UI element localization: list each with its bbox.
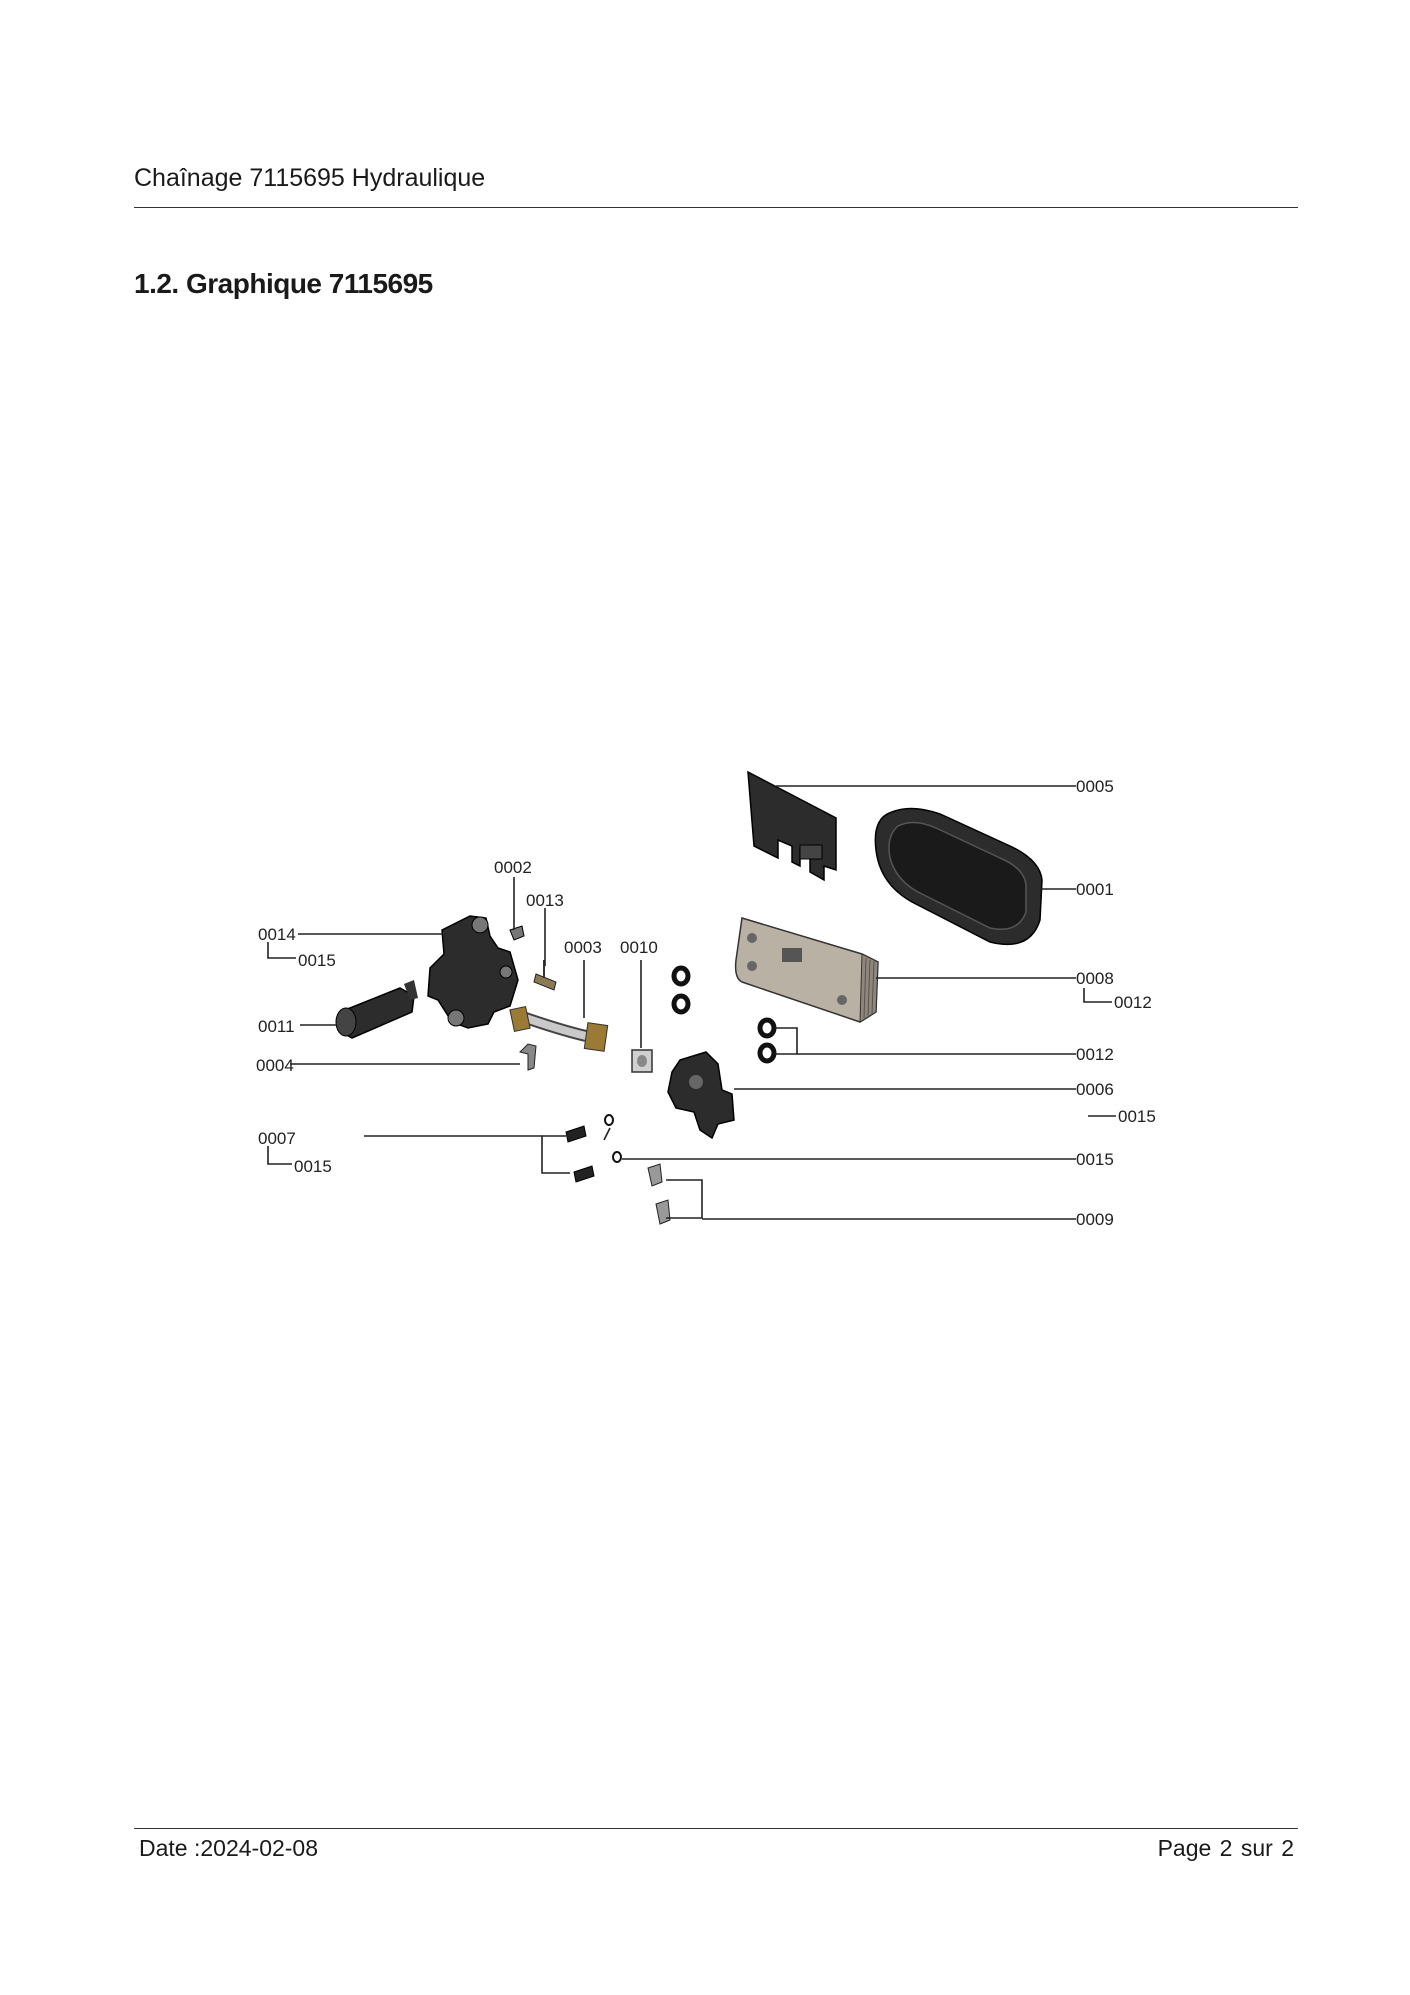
label-0007: 0007 [258,1129,296,1148]
label-0008: 0008 [1076,969,1114,988]
part-0001-cover [875,808,1042,944]
section-title: 1.2. Graphique 7115695 [134,268,433,299]
label-0012-b: 0012 [1076,1045,1114,1064]
label-0012-a: 0012 [1114,993,1152,1012]
footer-date: Date :2024-02-08 [139,1835,319,1861]
label-0015-d: 0015 [294,1157,332,1176]
label-0013: 0013 [526,891,564,910]
footer-page-number: Page 2 sur 2 [1157,1835,1294,1861]
part-0009-clips [648,1164,670,1224]
part-0011-motor [336,980,418,1038]
document-header-title: Chaînage 7115695 Hydraulique [134,164,486,192]
part-0003-pipe [510,1007,608,1052]
label-0002: 0002 [494,858,532,877]
part-0002-clip [510,926,524,940]
label-0014: 0014 [258,925,296,944]
label-0001: 0001 [1076,880,1114,899]
label-0009: 0009 [1076,1210,1114,1229]
label-0010: 0010 [620,938,658,957]
part-0006-hydraulic-block [668,1052,734,1138]
part-0015-orings [605,1115,621,1162]
part-0004-clip [520,1044,536,1070]
part-0007-screws [566,1126,594,1182]
part-0008-heat-exchanger [736,918,878,1022]
label-0015-a: 0015 [1118,1107,1156,1126]
label-0006: 0006 [1076,1080,1114,1099]
part-0005-bracket [748,772,836,880]
footer-divider [134,1828,1298,1829]
label-0015-c: 0015 [298,951,336,970]
part-0012-seals-lower [760,1020,774,1061]
label-0003: 0003 [564,938,602,957]
label-0004: 0004 [256,1056,294,1075]
part-0014-hydraulic-group [428,916,518,1028]
part-0012-seals-upper [674,968,688,1012]
label-0005: 0005 [1076,777,1114,796]
part-0010-connector [632,1050,652,1072]
label-0011: 0011 [258,1017,295,1036]
label-0015-b: 0015 [1076,1150,1114,1169]
